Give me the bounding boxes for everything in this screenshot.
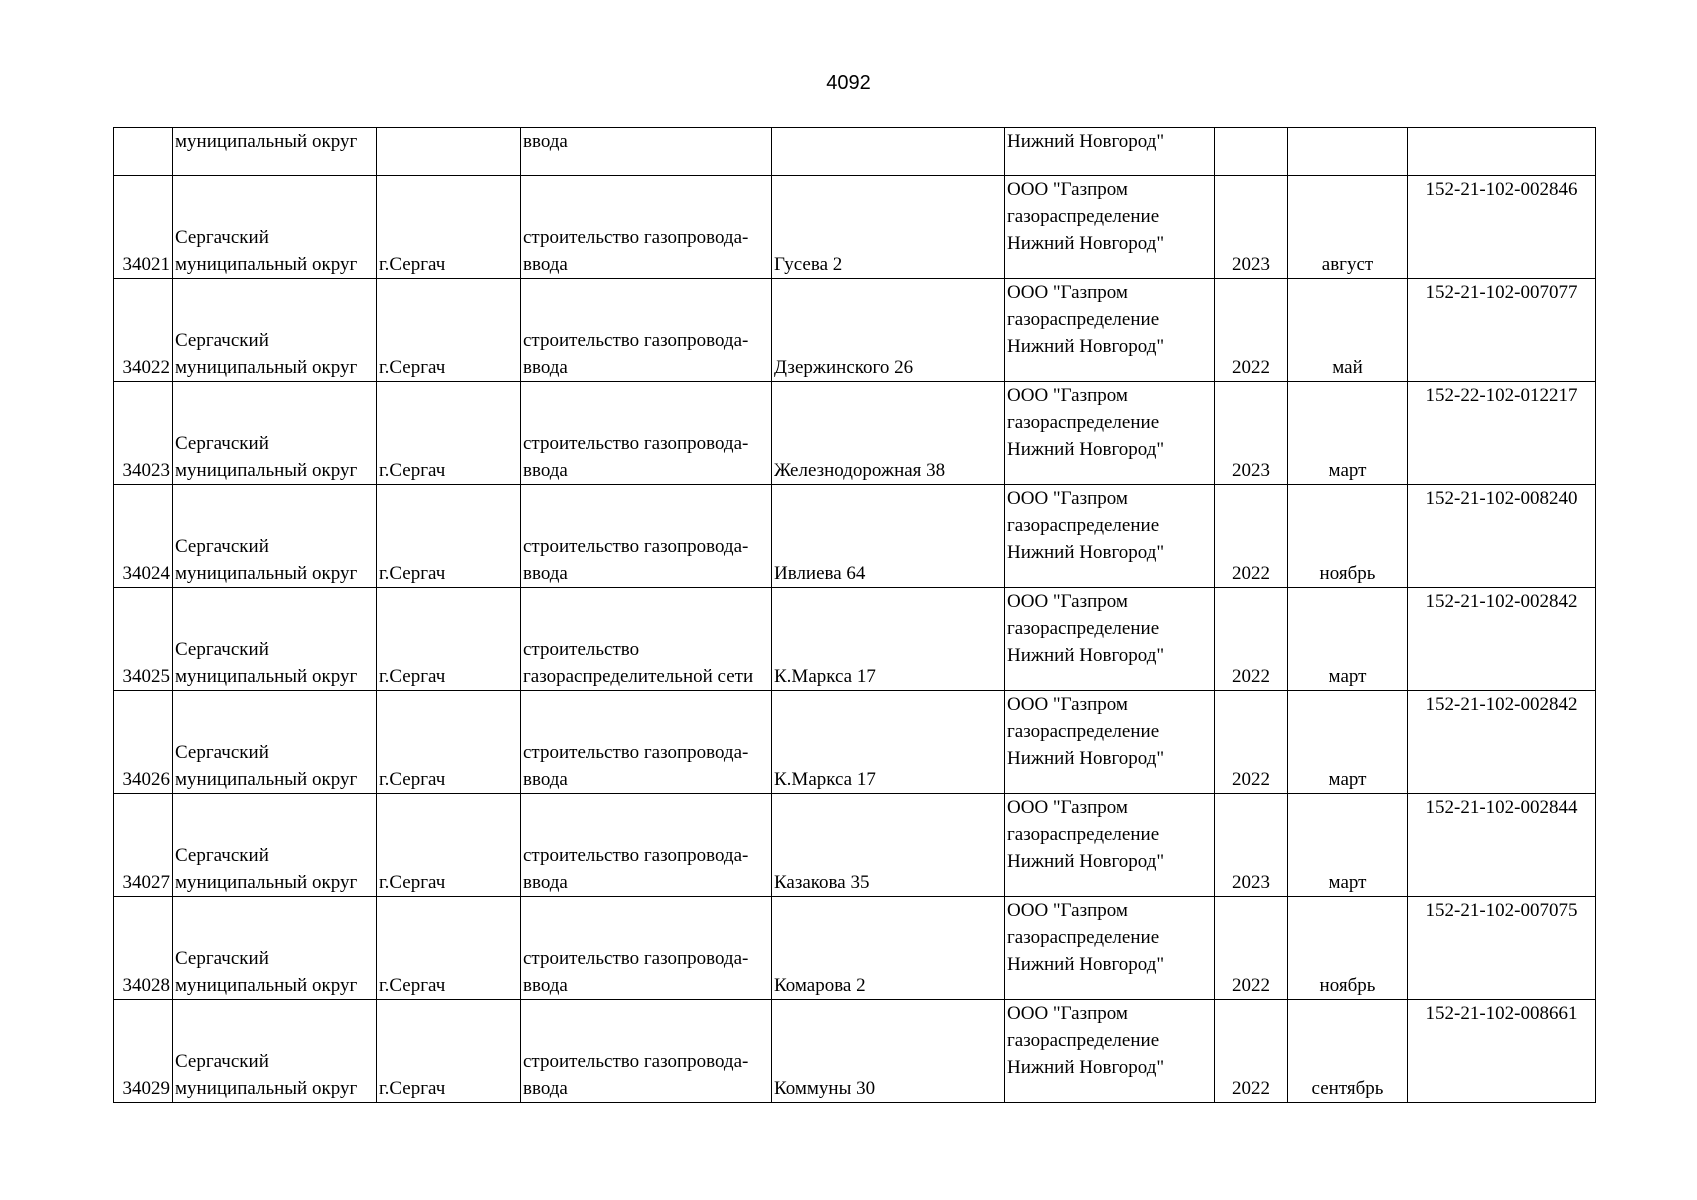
cell-address: Комарова 2 <box>772 897 1005 1000</box>
cell-district <box>173 588 377 691</box>
cell-city: г.Сергач <box>377 382 521 485</box>
cell-address <box>772 128 1005 176</box>
district-line-1: Сергачский <box>175 227 269 248</box>
cell-num: 34024 <box>114 485 173 588</box>
cell-city: г.Сергач <box>377 1000 521 1103</box>
district-line-2: муниципальный округ <box>175 1078 358 1099</box>
org-line-3: Нижний Новгород" <box>1007 233 1165 254</box>
district-line-2: муниципальный округ <box>175 254 358 275</box>
org-line-2: газораспределение <box>1007 618 1160 639</box>
table-row <box>114 485 1596 588</box>
cell-month: март <box>1288 691 1408 794</box>
district-line-2: муниципальный округ <box>175 666 358 687</box>
table-row <box>114 691 1596 794</box>
cell-year: 2022 <box>1215 691 1288 794</box>
cell-work <box>521 382 772 485</box>
table-row <box>114 176 1596 279</box>
org-line-1: ООО "Газпром <box>1007 179 1128 200</box>
org-line-3: Нижний Новгород" <box>1007 748 1165 769</box>
cell-address: К.Маркса 17 <box>772 691 1005 794</box>
cell-city: г.Сергач <box>377 794 521 897</box>
work-line-1: строительство газопровода- <box>523 845 749 866</box>
cell-city: г.Сергач <box>377 176 521 279</box>
cell-work <box>521 691 772 794</box>
org-line-3: Нижний Новгород" <box>1007 336 1165 357</box>
cell-address: Коммуны 30 <box>772 1000 1005 1103</box>
cell-address: Ивлиева 64 <box>772 485 1005 588</box>
cell-address: Дзержинского 26 <box>772 279 1005 382</box>
cell-address: Железнодорожная 38 <box>772 382 1005 485</box>
org-line-3: Нижний Новгород" <box>1007 954 1165 975</box>
org-line-2: газораспределение <box>1007 1030 1160 1051</box>
cell-month: сентябрь <box>1288 1000 1408 1103</box>
cell-work <box>521 279 772 382</box>
district-line-2: муниципальный округ <box>175 872 358 893</box>
cell-district <box>173 1000 377 1103</box>
cell-district <box>173 176 377 279</box>
cell-year: 2022 <box>1215 897 1288 1000</box>
work-line-2: ввода <box>523 254 568 275</box>
cell-code: 152-21-102-002844 <box>1408 794 1596 897</box>
cell-year <box>1215 128 1288 176</box>
org-line-1: ООО "Газпром <box>1007 591 1128 612</box>
cell-work <box>521 485 772 588</box>
cell-org <box>1005 1000 1215 1103</box>
cell-year: 2022 <box>1215 588 1288 691</box>
work-line-1: строительство газопровода- <box>523 433 749 454</box>
org-line-2: газораспределение <box>1007 309 1160 330</box>
cell-district: муниципальный округ <box>173 128 377 176</box>
table-row <box>114 279 1596 382</box>
cell-month: март <box>1288 794 1408 897</box>
district-line-2: муниципальный округ <box>175 563 358 584</box>
cell-code: 152-21-102-007077 <box>1408 279 1596 382</box>
cell-city: г.Сергач <box>377 691 521 794</box>
table-row <box>114 897 1596 1000</box>
district-line-1: Сергачский <box>175 742 269 763</box>
cell-num <box>114 128 173 176</box>
cell-work <box>521 897 772 1000</box>
work-line-2: ввода <box>523 563 568 584</box>
work-line-1: строительство газопровода- <box>523 330 749 351</box>
work-line-2: ввода <box>523 460 568 481</box>
cell-month: ноябрь <box>1288 897 1408 1000</box>
cell-district <box>173 897 377 1000</box>
district-line-1: Сергачский <box>175 845 269 866</box>
cell-month: март <box>1288 588 1408 691</box>
cell-org <box>1005 382 1215 485</box>
table-row <box>114 588 1596 691</box>
cell-year: 2022 <box>1215 485 1288 588</box>
cell-city: г.Сергач <box>377 485 521 588</box>
cell-org <box>1005 279 1215 382</box>
org-line-3: Нижний Новгород" <box>1007 645 1165 666</box>
cell-code: 152-21-102-002842 <box>1408 588 1596 691</box>
district-line-2: муниципальный округ <box>175 460 358 481</box>
cell-year: 2022 <box>1215 1000 1288 1103</box>
cell-work <box>521 588 772 691</box>
district-line-1: Сергачский <box>175 330 269 351</box>
cell-num: 34025 <box>114 588 173 691</box>
work-line-1: строительство газопровода- <box>523 742 749 763</box>
org-line-2: газораспределение <box>1007 721 1160 742</box>
cell-num: 34021 <box>114 176 173 279</box>
gas-connection-table <box>113 127 1596 1103</box>
cell-num: 34022 <box>114 279 173 382</box>
org-line-1: ООО "Газпром <box>1007 488 1128 509</box>
org-line-1: ООО "Газпром <box>1007 1003 1128 1024</box>
table-body <box>114 128 1596 1103</box>
cell-month: март <box>1288 382 1408 485</box>
org-line-2: газораспределение <box>1007 824 1160 845</box>
cell-org <box>1005 897 1215 1000</box>
cell-num: 34023 <box>114 382 173 485</box>
cell-code: 152-21-102-008240 <box>1408 485 1596 588</box>
district-line-1: Сергачский <box>175 536 269 557</box>
org-line-1: ООО "Газпром <box>1007 282 1128 303</box>
org-line-2: газораспределение <box>1007 515 1160 536</box>
cell-year: 2022 <box>1215 279 1288 382</box>
cell-work <box>521 176 772 279</box>
district-line-1: Сергачский <box>175 1051 269 1072</box>
cell-address: К.Маркса 17 <box>772 588 1005 691</box>
district-line-2: муниципальный округ <box>175 975 358 996</box>
work-line-1: строительство <box>523 639 640 660</box>
cell-address: Гусева 2 <box>772 176 1005 279</box>
table-row-continued <box>114 128 1596 176</box>
cell-year: 2023 <box>1215 176 1288 279</box>
cell-month <box>1288 128 1408 176</box>
work-line-1: строительство газопровода- <box>523 227 749 248</box>
cell-district <box>173 382 377 485</box>
district-line-1: Сергачский <box>175 433 269 454</box>
org-line-1: ООО "Газпром <box>1007 385 1128 406</box>
cell-city: г.Сергач <box>377 279 521 382</box>
cell-address: Казакова 35 <box>772 794 1005 897</box>
cell-num: 34028 <box>114 897 173 1000</box>
cell-year: 2023 <box>1215 794 1288 897</box>
cell-code: 152-21-102-007075 <box>1408 897 1596 1000</box>
cell-city: г.Сергач <box>377 897 521 1000</box>
cell-org <box>1005 588 1215 691</box>
cell-city: г.Сергач <box>377 588 521 691</box>
org-line-3: Нижний Новгород" <box>1007 439 1165 460</box>
org-line-1: ООО "Газпром <box>1007 900 1128 921</box>
cell-org <box>1005 691 1215 794</box>
org-line-2: газораспределение <box>1007 206 1160 227</box>
org-line-3: Нижний Новгород" <box>1007 1057 1165 1078</box>
work-line-2: ввода <box>523 357 568 378</box>
org-line-2: газораспределение <box>1007 927 1160 948</box>
cell-num: 34027 <box>114 794 173 897</box>
work-line-1: строительство газопровода- <box>523 536 749 557</box>
cell-code: 152-21-102-002842 <box>1408 691 1596 794</box>
district-line-1: Сергачский <box>175 639 269 660</box>
org-line-1: ООО "Газпром <box>1007 694 1128 715</box>
org-line-3: Нижний Новгород" <box>1007 851 1165 872</box>
table-row <box>114 382 1596 485</box>
cell-city <box>377 128 521 176</box>
cell-code: 152-21-102-002846 <box>1408 176 1596 279</box>
district-line-2: муниципальный округ <box>175 357 358 378</box>
district-line-2: муниципальный округ <box>175 769 358 790</box>
table-row <box>114 794 1596 897</box>
cell-work: ввода <box>521 128 772 176</box>
cell-work <box>521 794 772 897</box>
cell-month: ноябрь <box>1288 485 1408 588</box>
cell-org <box>1005 176 1215 279</box>
cell-org <box>1005 794 1215 897</box>
cell-month: май <box>1288 279 1408 382</box>
cell-district <box>173 279 377 382</box>
cell-district <box>173 794 377 897</box>
org-line-2: газораспределение <box>1007 412 1160 433</box>
district-line-1: Сергачский <box>175 948 269 969</box>
page-number: 4092 <box>826 72 871 94</box>
work-line-2: ввода <box>523 872 568 893</box>
cell-org: Нижний Новгород" <box>1005 128 1215 176</box>
table-row <box>114 1000 1596 1103</box>
work-line-1: строительство газопровода- <box>523 1051 749 1072</box>
work-line-1: строительство газопровода- <box>523 948 749 969</box>
work-line-2: ввода <box>523 769 568 790</box>
cell-district <box>173 691 377 794</box>
cell-num: 34026 <box>114 691 173 794</box>
org-line-3: Нижний Новгород" <box>1007 542 1165 563</box>
work-line-2: ввода <box>523 1078 568 1099</box>
cell-work <box>521 1000 772 1103</box>
cell-month: август <box>1288 176 1408 279</box>
cell-code: 152-22-102-012217 <box>1408 382 1596 485</box>
cell-district <box>173 485 377 588</box>
cell-code <box>1408 128 1596 176</box>
cell-org <box>1005 485 1215 588</box>
cell-num: 34029 <box>114 1000 173 1103</box>
cell-year: 2023 <box>1215 382 1288 485</box>
org-line-1: ООО "Газпром <box>1007 797 1128 818</box>
work-line-2: газораспределительной сети <box>523 666 754 687</box>
work-line-2: ввода <box>523 975 568 996</box>
cell-code: 152-21-102-008661 <box>1408 1000 1596 1103</box>
